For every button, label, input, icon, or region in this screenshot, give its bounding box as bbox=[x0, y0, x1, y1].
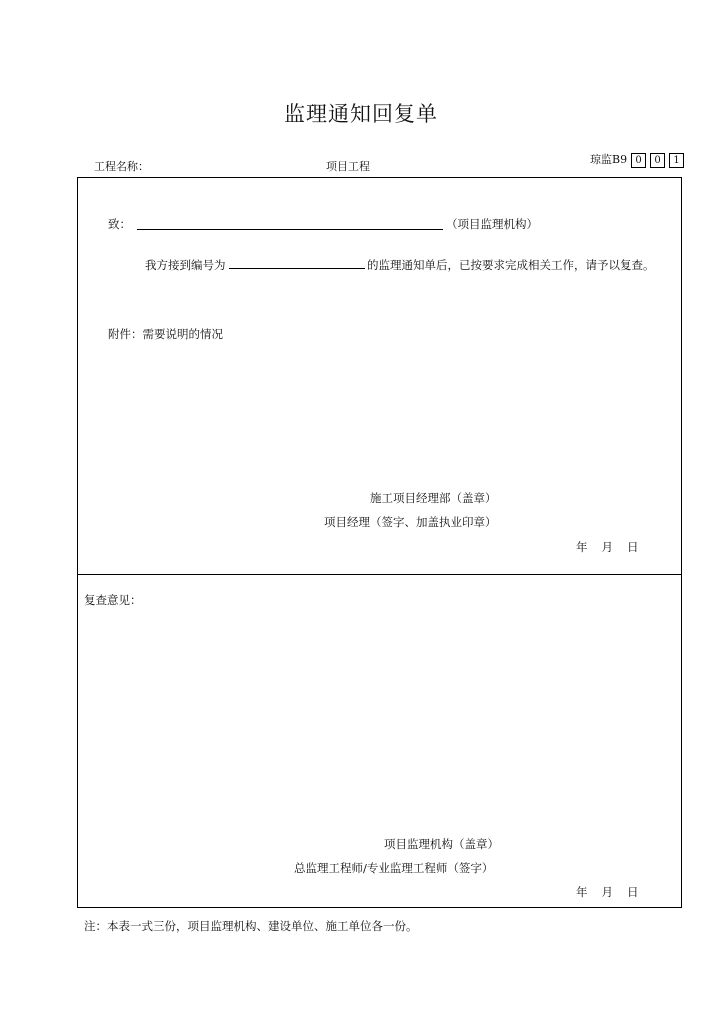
date-day: 日 bbox=[627, 540, 639, 554]
section-divider bbox=[77, 574, 682, 575]
review-opinion-area[interactable] bbox=[84, 612, 674, 822]
form-code-digit: 0 bbox=[650, 153, 665, 168]
form-code-digit: 0 bbox=[631, 153, 646, 168]
supervisor-signer-org: 项目监理机构（盖章） bbox=[384, 837, 499, 851]
date-month: 月 bbox=[601, 885, 613, 899]
contractor-signer-org: 施工项目经理部（盖章） bbox=[370, 491, 497, 505]
to-label: 致： bbox=[108, 217, 131, 231]
date-day: 日 bbox=[627, 885, 639, 899]
date-year: 年 bbox=[576, 885, 588, 899]
footer-note: 注：本表一式三份，项目监理机构、建设单位、施工单位各一份。 bbox=[84, 919, 418, 933]
body-suffix: 的监理通知单后，已按要求完成相关工作，请予以复查。 bbox=[367, 258, 655, 272]
project-name-label: 工程名称： bbox=[94, 160, 149, 173]
to-line bbox=[108, 216, 131, 232]
body-prefix: 我方接到编号为 bbox=[145, 258, 226, 272]
attachment-note: 附件：需要说明的情况 bbox=[108, 327, 223, 341]
form-code bbox=[590, 151, 684, 168]
review-opinion-label: 复查意见： bbox=[84, 593, 142, 607]
notice-number-field[interactable] bbox=[229, 256, 365, 269]
supervisor-signer-person: 总监理工程师/专业监理工程师（签字） bbox=[294, 861, 494, 875]
to-recipient-field[interactable] bbox=[137, 217, 443, 230]
form-code-digit: 1 bbox=[669, 153, 684, 168]
page-title: 监理通知回复单 bbox=[284, 102, 438, 126]
form-code-prefix: 琼监B9 bbox=[590, 153, 628, 166]
contractor-signer-person: 项目经理（签字、加盖执业印章） bbox=[324, 515, 497, 529]
date-year: 年 bbox=[576, 540, 588, 554]
to-suffix: （项目监理机构） bbox=[446, 217, 538, 231]
review-date bbox=[576, 884, 639, 900]
reply-date bbox=[576, 539, 639, 555]
date-month: 月 bbox=[601, 540, 613, 554]
project-name-value: 项目工程 bbox=[326, 160, 370, 173]
